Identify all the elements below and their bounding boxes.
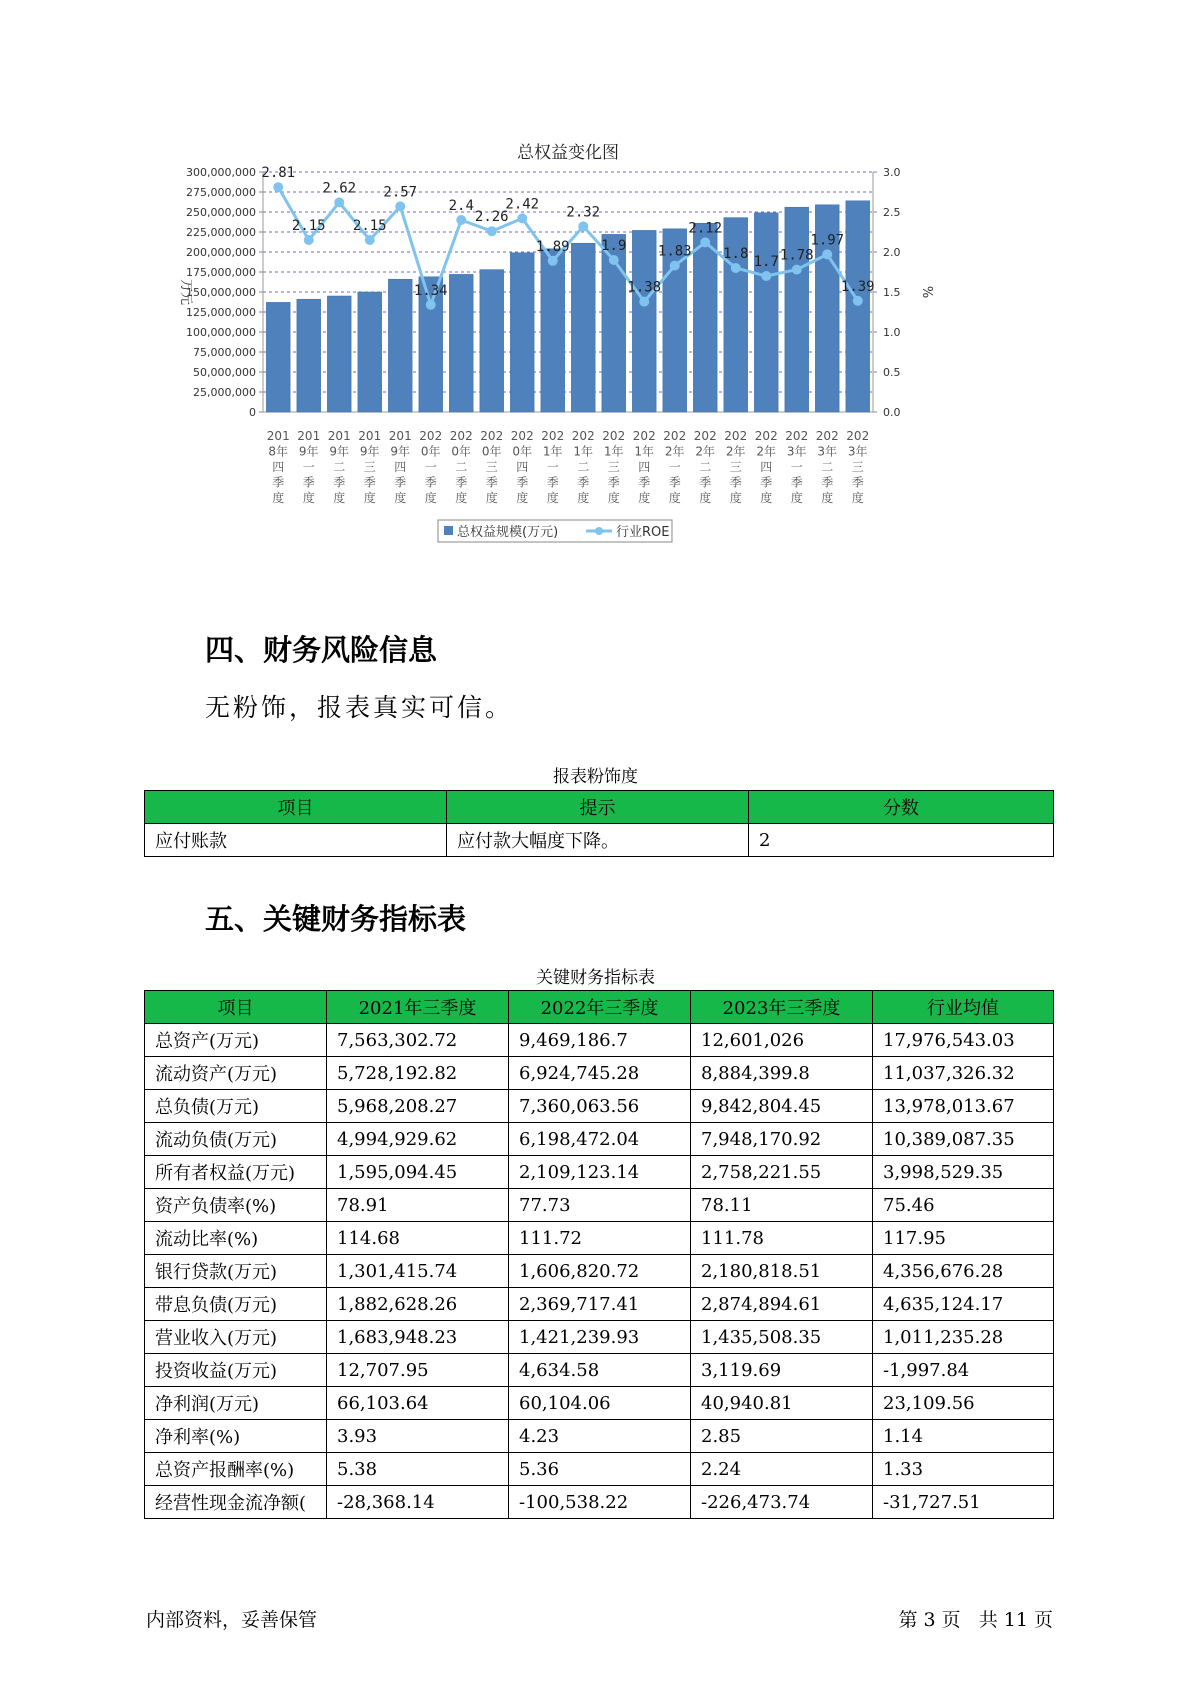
x-tick-label: 202 (510, 429, 534, 443)
table-cell: 7,563,302.72 (327, 1024, 509, 1057)
x-tick-label: 三 (485, 460, 498, 474)
x-tick-label: 度 (607, 491, 620, 505)
roe-point (731, 263, 741, 273)
table-cell: 5.36 (509, 1453, 691, 1486)
x-tick-label: 度 (638, 491, 651, 505)
equity-chart (150, 135, 1050, 595)
x-tick-label: 202 (754, 429, 778, 443)
x-tick-label: 季 (790, 475, 803, 490)
y-left-tick-label: 150,000,000 (186, 286, 256, 299)
section4-text: 无粉饰，报表真实可信。 (205, 693, 514, 722)
roe-point (578, 221, 588, 231)
roe-point (273, 182, 283, 192)
x-tick-label: 0年 (451, 444, 472, 459)
x-tick-label: 三 (851, 460, 864, 474)
section4-heading: 四、财务风险信息 (205, 633, 438, 667)
x-tick-label: 度 (790, 491, 803, 505)
y-right-tick-label: 1.5 (883, 286, 901, 299)
table-cell: 7,360,063.56 (509, 1090, 691, 1123)
table-cell: 12,601,026 (691, 1024, 873, 1057)
table-cell: 5,728,192.82 (327, 1057, 509, 1090)
table-cell: 6,924,745.28 (509, 1057, 691, 1090)
chart-bar (327, 296, 351, 412)
x-tick-label: 一 (424, 460, 437, 474)
x-tick-label: 季 (668, 475, 681, 490)
x-tick-label: 202 (480, 429, 504, 443)
x-tick-label: 季 (516, 475, 529, 490)
table-cell: 1,435,508.35 (691, 1321, 873, 1354)
table-cell: 4.23 (509, 1420, 691, 1453)
roe-data-label: 1.34 (413, 282, 448, 299)
table-cell: 2 (749, 824, 1054, 857)
x-tick-label: 9年 (298, 444, 319, 459)
roe-point (365, 235, 375, 245)
roe-data-label: 1.9 (601, 238, 627, 254)
x-tick-label: 一 (302, 460, 315, 474)
section5-heading: 五、关键财务指标表 (205, 902, 467, 936)
roe-data-label: 1.89 (535, 238, 570, 255)
x-tick-label: 202 (449, 429, 473, 443)
table-cell: 1,606,820.72 (509, 1255, 691, 1288)
x-tick-label: 度 (577, 491, 590, 505)
y-right-tick-label: 1.0 (883, 326, 901, 339)
x-tick-label: 季 (333, 475, 346, 490)
x-tick-label: 度 (272, 491, 285, 505)
y-left-tick-label: 50,000,000 (193, 366, 256, 379)
roe-data-label: 1.7 (753, 254, 779, 270)
table-cell: 4,994,929.62 (327, 1123, 509, 1156)
table-cell: 所有者权益(万元) (145, 1156, 327, 1189)
table-cell: 11,037,326.32 (873, 1057, 1054, 1090)
x-tick-label: 3年 (786, 444, 807, 459)
table-row (145, 1156, 1054, 1189)
chart-bar (632, 230, 656, 412)
table-cell: 2,369,717.41 (509, 1288, 691, 1321)
x-tick-label: 季 (394, 475, 407, 490)
legend-bar-swatch (444, 526, 453, 535)
table-row (145, 1024, 1054, 1057)
roe-point (792, 265, 802, 275)
table-cell: 流动比率(%) (145, 1222, 327, 1255)
table-cell: 总资产报酬率(%) (145, 1453, 327, 1486)
table-cell: 78.11 (691, 1189, 873, 1222)
table-cell: 银行贷款(万元) (145, 1255, 327, 1288)
table-cell: 66,103.64 (327, 1387, 509, 1420)
table-row (145, 1321, 1054, 1354)
chart-bar (693, 223, 717, 412)
table-cell: 1,882,628.26 (327, 1288, 509, 1321)
x-tick-label: 一 (546, 460, 559, 474)
x-tick-label: 二 (821, 460, 834, 474)
chart-bar (571, 243, 595, 412)
x-tick-label: 8年 (268, 444, 289, 459)
x-tick-label: 度 (485, 491, 498, 505)
x-tick-label: 202 (632, 429, 656, 443)
x-tick-label: 季 (851, 475, 864, 490)
x-tick-label: 季 (821, 475, 834, 490)
table-cell: 资产负债率(%) (145, 1189, 327, 1222)
chart-title: 总权益变化图 (517, 143, 619, 163)
x-tick-label: 3年 (817, 444, 838, 459)
y-left-tick-label: 25,000,000 (193, 386, 256, 399)
roe-data-label: 2.15 (352, 218, 387, 234)
table-row (145, 824, 1054, 857)
x-tick-label: 202 (571, 429, 595, 443)
x-tick-label: 度 (424, 491, 437, 505)
table-header-cell: 2021年三季度 (327, 991, 509, 1024)
x-tick-label: 202 (724, 429, 748, 443)
x-tick-label: 二 (455, 460, 468, 474)
x-tick-label: 9年 (390, 444, 411, 459)
table-row (145, 1387, 1054, 1420)
y-left-tick-label: 125,000,000 (186, 306, 256, 319)
y-left-tick-label: 300,000,000 (186, 166, 256, 179)
x-tick-label: 二 (333, 460, 346, 474)
roe-data-label: 1.38 (627, 279, 662, 296)
x-tick-label: 202 (785, 429, 809, 443)
x-tick-label: 0年 (512, 444, 533, 459)
table-cell: 9,842,804.45 (691, 1090, 873, 1123)
x-tick-label: 202 (846, 429, 870, 443)
table-cell: 应付款大幅度下降。 (447, 824, 749, 857)
x-tick-label: 度 (546, 491, 559, 505)
x-tick-label: 季 (485, 475, 498, 490)
x-tick-label: 202 (541, 429, 565, 443)
table-cell: -31,727.51 (873, 1486, 1054, 1519)
table-cell: 12,707.95 (327, 1354, 509, 1387)
table-cell: 2,758,221.55 (691, 1156, 873, 1189)
x-tick-label: 2年 (695, 444, 716, 459)
x-tick-label: 季 (363, 475, 376, 490)
chart-bar (785, 207, 809, 412)
table-row (145, 1123, 1054, 1156)
table-cell: 9,469,186.7 (509, 1024, 691, 1057)
table-row (145, 1486, 1054, 1519)
table-cell: 应付账款 (145, 824, 447, 857)
x-tick-label: 三 (363, 460, 376, 474)
y-right-axis-label: % (919, 285, 934, 299)
chart-bar (358, 292, 382, 412)
table-cell: 1.33 (873, 1453, 1054, 1486)
table-cell: 111.78 (691, 1222, 873, 1255)
window-dressing-table (144, 790, 1054, 857)
table-header-cell: 2023年三季度 (691, 991, 873, 1024)
legend-line-marker (595, 527, 603, 535)
y-left-tick-label: 200,000,000 (186, 246, 256, 259)
legend-bar-label: 总权益规模(万元) (457, 525, 559, 540)
table-cell: 5.38 (327, 1453, 509, 1486)
table-cell: 净利润(万元) (145, 1387, 327, 1420)
x-tick-label: 1年 (542, 444, 563, 459)
x-tick-label: 四 (760, 460, 773, 474)
table-row (145, 1057, 1054, 1090)
table-header-cell: 分数 (749, 791, 1054, 824)
x-tick-label: 度 (668, 491, 681, 505)
y-left-tick-label: 225,000,000 (186, 226, 256, 239)
x-tick-label: 202 (602, 429, 626, 443)
y-right-tick-label: 2.5 (883, 206, 901, 219)
table-header-cell: 项目 (145, 991, 327, 1024)
table-row (145, 1288, 1054, 1321)
x-tick-label: 季 (607, 475, 620, 490)
x-tick-label: 0年 (420, 444, 441, 459)
table-cell: 111.72 (509, 1222, 691, 1255)
x-tick-label: 度 (729, 491, 742, 505)
table-header-cell: 行业均值 (873, 991, 1054, 1024)
table-cell: 10,389,087.35 (873, 1123, 1054, 1156)
roe-point (670, 261, 680, 271)
chart-bar (754, 213, 778, 412)
table-cell: -226,473.74 (691, 1486, 873, 1519)
x-tick-label: 2年 (664, 444, 685, 459)
x-tick-label: 1年 (634, 444, 655, 459)
x-tick-label: 度 (302, 491, 315, 505)
table-cell: 2.85 (691, 1420, 873, 1453)
roe-data-label: 2.81 (261, 165, 296, 182)
table-cell: 1,595,094.45 (327, 1156, 509, 1189)
roe-point (334, 197, 344, 207)
x-tick-label: 季 (546, 475, 559, 490)
table-cell: 4,635,124.17 (873, 1288, 1054, 1321)
table-cell: 23,109.56 (873, 1387, 1054, 1420)
table-cell: 78.91 (327, 1189, 509, 1222)
table-cell: 2.24 (691, 1453, 873, 1486)
x-tick-label: 度 (516, 491, 529, 505)
y-right-tick-label: 2.0 (883, 246, 901, 259)
table-cell: 流动负债(万元) (145, 1123, 327, 1156)
table-cell: -28,368.14 (327, 1486, 509, 1519)
footer-confidential: 内部资料，妥善保管 (146, 1609, 318, 1631)
table-cell: 总资产(万元) (145, 1024, 327, 1057)
roe-point (548, 256, 558, 266)
table-cell: 7,948,170.92 (691, 1123, 873, 1156)
table-cell: 60,104.06 (509, 1387, 691, 1420)
table-cell: 77.73 (509, 1189, 691, 1222)
roe-point (456, 215, 466, 225)
roe-point (487, 226, 497, 236)
table-cell: 5,968,208.27 (327, 1090, 509, 1123)
table-cell: 总负债(万元) (145, 1090, 327, 1123)
x-tick-label: 度 (821, 491, 834, 505)
roe-data-label: 1.97 (810, 232, 845, 249)
x-tick-label: 201 (358, 429, 382, 443)
table-cell: -1,997.84 (873, 1354, 1054, 1387)
x-tick-label: 0年 (481, 444, 502, 459)
x-tick-label: 度 (699, 491, 712, 505)
roe-point (304, 235, 314, 245)
x-tick-label: 3年 (847, 444, 868, 459)
table-header-cell: 项目 (145, 791, 447, 824)
roe-data-label: 1.8 (723, 246, 749, 262)
key-indicator-table-caption: 关键财务指标表 (536, 968, 655, 988)
roe-point (609, 255, 619, 265)
table-cell: 3,119.69 (691, 1354, 873, 1387)
roe-data-label: 2.57 (383, 184, 418, 201)
x-tick-label: 度 (333, 491, 346, 505)
x-tick-label: 度 (851, 491, 864, 505)
x-tick-label: 一 (668, 460, 681, 474)
table-cell: 1,011,235.28 (873, 1321, 1054, 1354)
y-left-tick-label: 175,000,000 (186, 266, 256, 279)
x-tick-label: 202 (815, 429, 839, 443)
x-tick-label: 季 (302, 475, 315, 490)
table-cell: 13,978,013.67 (873, 1090, 1054, 1123)
table-row (145, 1354, 1054, 1387)
table-cell: 1,421,239.93 (509, 1321, 691, 1354)
table-cell: 经营性现金流净额( (145, 1486, 327, 1519)
y-left-tick-label: 100,000,000 (186, 326, 256, 339)
chart-bar (266, 302, 290, 412)
x-tick-label: 2年 (756, 444, 777, 459)
table-cell: 75.46 (873, 1189, 1054, 1222)
chart-bar (480, 270, 504, 412)
x-tick-label: 季 (760, 475, 773, 490)
table-cell: 营业收入(万元) (145, 1321, 327, 1354)
table-cell: 114.68 (327, 1222, 509, 1255)
x-tick-label: 202 (663, 429, 687, 443)
x-tick-label: 四 (516, 460, 529, 474)
table-row (145, 1453, 1054, 1486)
table-cell: 6,198,472.04 (509, 1123, 691, 1156)
table-cell: 净利率(%) (145, 1420, 327, 1453)
table-cell: -100,538.22 (509, 1486, 691, 1519)
chart-bar (388, 279, 412, 412)
table-cell: 3.93 (327, 1420, 509, 1453)
table-cell: 4,634.58 (509, 1354, 691, 1387)
x-tick-label: 季 (455, 475, 468, 490)
roe-point (395, 201, 405, 211)
roe-data-label: 1.83 (657, 243, 692, 260)
y-left-tick-label: 275,000,000 (186, 186, 256, 199)
table-cell: 3,998,529.35 (873, 1156, 1054, 1189)
x-tick-label: 季 (424, 475, 437, 490)
roe-data-label: 2.62 (322, 180, 357, 197)
y-left-tick-label: 0 (249, 406, 256, 419)
x-tick-label: 9年 (359, 444, 380, 459)
y-left-axis-label: 万元 (178, 278, 193, 306)
roe-data-label: 2.32 (566, 204, 601, 221)
x-tick-label: 201 (297, 429, 321, 443)
table-cell: 1,301,415.74 (327, 1255, 509, 1288)
roe-data-label: 1.39 (840, 278, 875, 295)
x-tick-label: 季 (699, 475, 712, 490)
table-header-cell: 2022年三季度 (509, 991, 691, 1024)
roe-point (853, 296, 863, 306)
table-row (145, 1222, 1054, 1255)
roe-point (639, 297, 649, 307)
x-tick-label: 度 (760, 491, 773, 505)
roe-data-label: 1.78 (779, 247, 814, 264)
table-header-row (145, 791, 1054, 824)
x-tick-label: 202 (419, 429, 443, 443)
table-header-cell: 提示 (447, 791, 749, 824)
table-cell: 4,356,676.28 (873, 1255, 1054, 1288)
legend-line-label: 行业ROE (616, 525, 670, 540)
x-tick-label: 9年 (329, 444, 350, 459)
y-right-tick-label: 0.0 (883, 406, 901, 419)
x-tick-label: 度 (455, 491, 468, 505)
table-cell: 2,180,818.51 (691, 1255, 873, 1288)
chart-bar (541, 249, 565, 412)
roe-data-label: 2.26 (474, 209, 509, 226)
table-cell: 2,874,894.61 (691, 1288, 873, 1321)
x-tick-label: 季 (729, 475, 742, 490)
table-row (145, 1090, 1054, 1123)
table-cell: 1,683,948.23 (327, 1321, 509, 1354)
chart-bar (510, 253, 534, 412)
table-row (145, 1420, 1054, 1453)
x-tick-label: 季 (272, 475, 285, 490)
y-left-tick-label: 75,000,000 (193, 346, 256, 359)
y-left-tick-label: 250,000,000 (186, 206, 256, 219)
table-cell: 1.14 (873, 1420, 1054, 1453)
key-indicator-table (144, 990, 1054, 1519)
x-tick-label: 四 (272, 460, 285, 474)
roe-point (517, 213, 527, 223)
chart-bar (297, 299, 321, 412)
x-tick-label: 度 (363, 491, 376, 505)
chart-bar (449, 274, 473, 412)
footer-page-number: 第 3 页 共 11 页 (898, 1609, 1053, 1631)
equity-chart-svg (150, 135, 1050, 595)
table-cell: 17,976,543.03 (873, 1024, 1054, 1057)
chart-bar (846, 201, 870, 412)
x-tick-label: 201 (327, 429, 351, 443)
x-tick-label: 季 (577, 475, 590, 490)
roe-data-label: 2.15 (291, 218, 326, 234)
x-tick-label: 1年 (573, 444, 594, 459)
roe-data-label: 2.12 (688, 220, 723, 237)
table-header-row (145, 991, 1054, 1024)
roe-point (426, 300, 436, 310)
table-row (145, 1189, 1054, 1222)
roe-point (700, 237, 710, 247)
x-tick-label: 202 (693, 429, 717, 443)
y-right-tick-label: 0.5 (883, 366, 901, 379)
table-row (145, 1255, 1054, 1288)
roe-point (822, 249, 832, 259)
table-cell: 流动资产(万元) (145, 1057, 327, 1090)
x-tick-label: 2年 (725, 444, 746, 459)
roe-data-label: 2.4 (448, 198, 474, 214)
roe-data-label: 2.42 (505, 196, 540, 213)
table-cell: 8,884,399.8 (691, 1057, 873, 1090)
table-cell: 带息负债(万元) (145, 1288, 327, 1321)
x-tick-label: 三 (729, 460, 742, 474)
x-tick-label: 201 (388, 429, 412, 443)
x-tick-label: 四 (394, 460, 407, 474)
x-tick-label: 201 (266, 429, 290, 443)
table-cell: 2,109,123.14 (509, 1156, 691, 1189)
table-cell: 40,940.81 (691, 1387, 873, 1420)
table-cell: 117.95 (873, 1222, 1054, 1255)
window-dressing-table-caption: 报表粉饰度 (553, 767, 638, 787)
x-tick-label: 四 (638, 460, 651, 474)
x-tick-label: 三 (607, 460, 620, 474)
x-tick-label: 二 (577, 460, 590, 474)
y-right-tick-label: 3.0 (883, 166, 901, 179)
x-tick-label: 一 (790, 460, 803, 474)
x-tick-label: 1年 (603, 444, 624, 459)
x-tick-label: 二 (699, 460, 712, 474)
table-cell: 投资收益(万元) (145, 1354, 327, 1387)
x-tick-label: 度 (394, 491, 407, 505)
x-tick-label: 季 (638, 475, 651, 490)
roe-point (761, 271, 771, 281)
